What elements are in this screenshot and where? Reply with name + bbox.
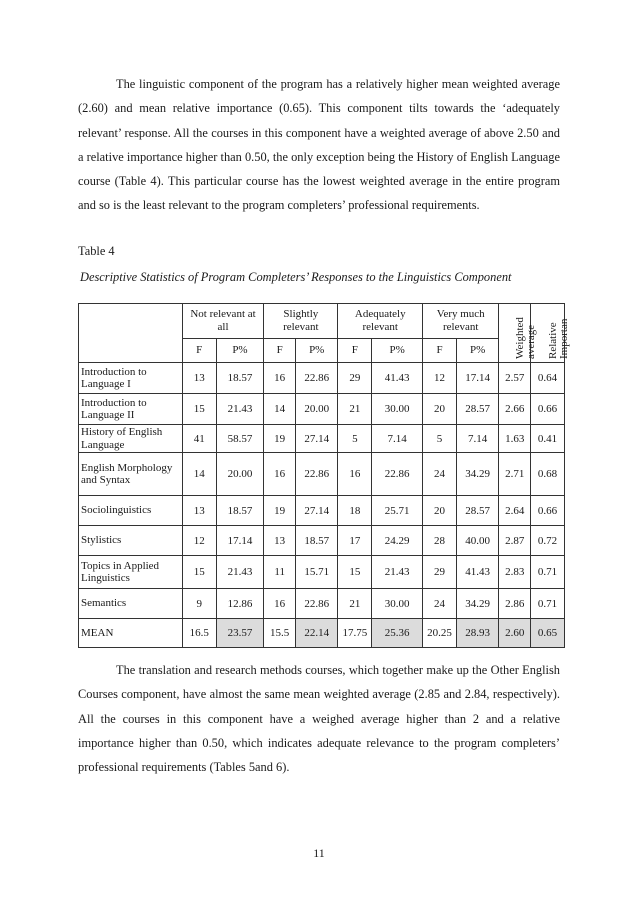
table-cell: 16	[264, 589, 296, 619]
subheader-f: F	[338, 338, 372, 362]
table-cell: 22.86	[296, 453, 338, 496]
table-cell: 22.86	[296, 589, 338, 619]
table-cell: 40.00	[456, 526, 498, 556]
table-cell: 21.43	[216, 394, 264, 425]
course-name: Sociolinguistics	[79, 496, 183, 526]
table-cell: 24	[423, 589, 457, 619]
table-cell: 21	[338, 394, 372, 425]
table-cell: 12.86	[216, 589, 264, 619]
table-cell: 58.57	[216, 425, 264, 453]
linguistics-statistics-table	[78, 303, 570, 648]
course-name: History of English Language	[79, 425, 183, 453]
table-cell: 15	[182, 394, 216, 425]
table-cell: 19	[264, 496, 296, 526]
table-cell: 12	[182, 526, 216, 556]
table-cell: 0.64	[531, 363, 565, 394]
table-cell: 7.14	[372, 425, 423, 453]
table-cell: 22.86	[296, 363, 338, 394]
table-cell: 17	[338, 526, 372, 556]
table-cell: 5	[423, 425, 457, 453]
table-cell: 21.43	[216, 556, 264, 589]
course-name: Topics in Applied Linguistics	[79, 556, 183, 589]
table-cell: 0.72	[531, 526, 565, 556]
table-cell: 0.71	[531, 556, 565, 589]
table-cell: 17.14	[216, 526, 264, 556]
table-caption: Descriptive Statistics of Program Completers’ Responses to the Linguistics Component	[80, 270, 512, 284]
table-cell: 29	[423, 556, 457, 589]
table-cell: 28	[423, 526, 457, 556]
table-row	[79, 589, 565, 619]
table-cell: 34.29	[456, 453, 498, 496]
table-cell: 2.83	[499, 556, 531, 589]
table-cell: 16.5	[182, 619, 216, 648]
table-cell: 28.57	[456, 394, 498, 425]
table-body	[79, 363, 565, 648]
subheader-f: F	[423, 338, 457, 362]
page-number: 11	[313, 846, 325, 860]
table-cell: 23.57	[216, 619, 264, 648]
table-cell: 25.71	[372, 496, 423, 526]
table-row	[79, 556, 565, 589]
header-weighted-average: Weighted average	[499, 304, 531, 363]
table-cell: 20.00	[296, 394, 338, 425]
table-cell: 0.66	[531, 496, 565, 526]
table-cell: 20.25	[423, 619, 457, 648]
table-cell: 16	[264, 453, 296, 496]
table-cell: 24.29	[372, 526, 423, 556]
table-row	[79, 526, 565, 556]
mean-label: MEAN	[79, 619, 183, 648]
table-cell: 18	[338, 496, 372, 526]
subheader-f: F	[182, 338, 216, 362]
header-not-relevant: Not relevant at all	[182, 304, 264, 339]
table-cell: 28.57	[456, 496, 498, 526]
table-row	[79, 453, 565, 496]
course-name: Introduction to Language I	[79, 363, 183, 394]
table-cell: 13	[182, 363, 216, 394]
table-cell: 19	[264, 425, 296, 453]
paragraph-other-english-courses: The translation and research methods courses, which together make up the Other English Courses component, have almost the same mean weighted average (2.85 and 2.84, respectively). All the courses in this component have a weighed average higher than 2 and a relative importance higher than 0.50, which indicates adequate relevance to the program completers’ professional requirements (Tables 5and 6).	[78, 663, 560, 775]
table-cell: 5	[338, 425, 372, 453]
header-very-much-relevant: Very much relevant	[423, 304, 499, 339]
table-cell: 15	[182, 556, 216, 589]
empty-header-cell	[79, 304, 183, 363]
table-cell: 2.71	[499, 453, 531, 496]
table-cell: 27.14	[296, 496, 338, 526]
table-cell: 15.71	[296, 556, 338, 589]
table-cell: 2.87	[499, 526, 531, 556]
table-cell: 2.86	[499, 589, 531, 619]
table-cell: 21.43	[372, 556, 423, 589]
table-cell: 0.65	[531, 619, 565, 648]
table-row	[79, 496, 565, 526]
table-cell: 41.43	[372, 363, 423, 394]
table-cell: 1.63	[499, 425, 531, 453]
table-cell: 22.86	[372, 453, 423, 496]
subheader-percent: P%	[216, 338, 264, 362]
table-cell: 41	[182, 425, 216, 453]
table-cell: 16	[338, 453, 372, 496]
table-cell: 2.57	[499, 363, 531, 394]
table-cell: 0.41	[531, 425, 565, 453]
table-row	[79, 363, 565, 394]
subheader-f: F	[264, 338, 296, 362]
table-cell: 20	[423, 394, 457, 425]
mean-row	[79, 619, 565, 648]
table-cell: 13	[264, 526, 296, 556]
table-cell: 27.14	[296, 425, 338, 453]
course-name: English Morphology and Syntax	[79, 453, 183, 496]
subheader-percent: P%	[296, 338, 338, 362]
table-cell: 2.66	[499, 394, 531, 425]
table-cell: 24	[423, 453, 457, 496]
table-header-row	[79, 304, 565, 339]
table-cell: 18.57	[216, 363, 264, 394]
table-cell: 15	[338, 556, 372, 589]
course-name: Stylistics	[79, 526, 183, 556]
header-slightly-relevant: Slightly relevant	[264, 304, 338, 339]
table-cell: 34.29	[456, 589, 498, 619]
table-cell: 17.75	[338, 619, 372, 648]
header-relative-importance: Relative Importan	[531, 304, 565, 363]
table-cell: 21	[338, 589, 372, 619]
table-cell: 0.68	[531, 453, 565, 496]
table-cell: 28.93	[456, 619, 498, 648]
table-cell: 22.14	[296, 619, 338, 648]
table-cell: 25.36	[372, 619, 423, 648]
course-name: Semantics	[79, 589, 183, 619]
table-cell: 0.66	[531, 394, 565, 425]
paragraph-linguistic-component: The linguistic component of the program has a relatively higher mean weighted average (2.60) and mean relative importance (0.65). This component tilts towards the ‘adequately relevant’ response. All the courses in this component have a weighted average of above 2.50 and a relative importance higher than 0.50, the only exception being the History of English Language course (Table 4). This particular course has the lowest weighted average in the entire program and so is the least relevant to the program completers’ professional requirements.	[78, 77, 560, 213]
subheader-percent: P%	[456, 338, 498, 362]
table-cell: 18.57	[216, 496, 264, 526]
subheader-percent: P%	[372, 338, 423, 362]
table-cell: 18.57	[296, 526, 338, 556]
table-cell: 30.00	[372, 589, 423, 619]
table-cell: 14	[264, 394, 296, 425]
table-cell: 16	[264, 363, 296, 394]
table-cell: 20.00	[216, 453, 264, 496]
table-cell: 13	[182, 496, 216, 526]
table-label: Table 4	[78, 244, 115, 258]
table-cell: 20	[423, 496, 457, 526]
table-cell: 41.43	[456, 556, 498, 589]
table-row	[79, 394, 565, 425]
table-cell: 11	[264, 556, 296, 589]
table-row	[79, 425, 565, 453]
table-cell: 2.60	[499, 619, 531, 648]
table-cell: 7.14	[456, 425, 498, 453]
course-name: Introduction to Language II	[79, 394, 183, 425]
table-cell: 12	[423, 363, 457, 394]
header-adequately-relevant: Adequately relevant	[338, 304, 423, 339]
table-cell: 30.00	[372, 394, 423, 425]
table-cell: 15.5	[264, 619, 296, 648]
table-cell: 9	[182, 589, 216, 619]
table-cell: 17.14	[456, 363, 498, 394]
table-cell: 2.64	[499, 496, 531, 526]
table-cell: 0.71	[531, 589, 565, 619]
table-cell: 29	[338, 363, 372, 394]
table-cell: 14	[182, 453, 216, 496]
